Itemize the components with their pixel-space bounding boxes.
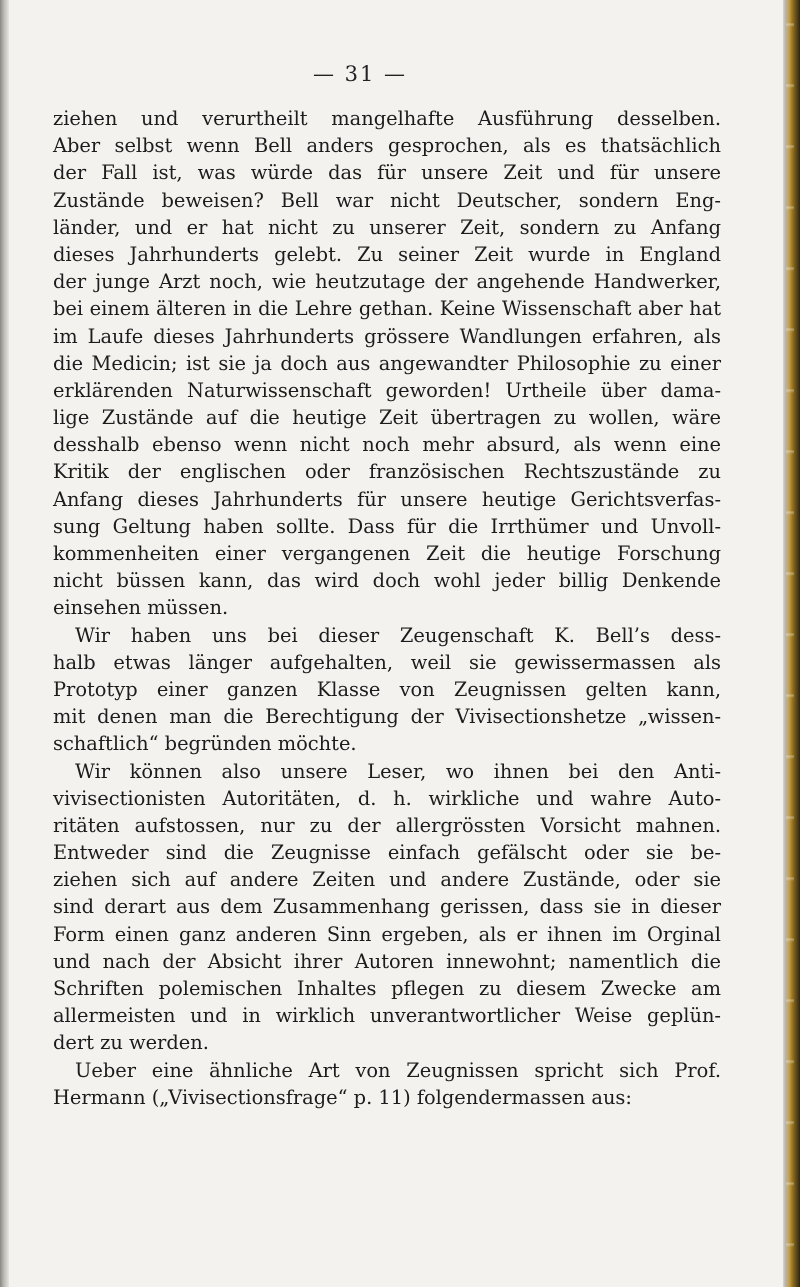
text-line: der junge Arzt noch, wie heutzutage der angehende Handwerker, <box>53 270 721 294</box>
text-line: Form einen ganz anderen Sinn ergeben, als er ihnen im Orginal <box>53 922 721 946</box>
text-line: nicht büssen kann, das wird doch wohl jeder billig Denkende <box>53 569 721 593</box>
text-line: Anfang dieses Jahrhunderts für unsere heutige Gerichtsverfas- <box>53 487 721 511</box>
paragraph <box>53 622 721 758</box>
text-line: Kritik der englischen oder französischen Rechtszustände zu <box>53 460 721 484</box>
text-line: sind derart aus dem Zusammenhang gerissen, dass sie in dieser <box>53 895 721 919</box>
text-line: erklärenden Naturwissenschaft geworden! Urtheile über dama- <box>53 378 721 402</box>
text-line: im Laufe dieses Jahrhunderts grössere Wandlungen erfahren, als <box>53 324 721 348</box>
text-line: ziehen sich auf andere Zeiten und andere Zustände, oder sie <box>53 868 721 892</box>
text-line: vivisectionisten Autoritäten, d. h. wirkliche und wahre Auto- <box>53 786 721 810</box>
text-line: dert zu werden. <box>53 1031 209 1055</box>
text-line: lige Zustände auf die heutige Zeit übertragen zu wollen, wäre <box>53 406 721 430</box>
page-left-edge <box>0 0 9 1287</box>
text-line: bei einem älteren in die Lehre gethan. Keine Wissenschaft aber hat <box>53 297 721 321</box>
paragraph <box>53 105 721 622</box>
binding-texture <box>786 0 794 1287</box>
text-line: ziehen und verurtheilt mangelhafte Ausführung desselben. <box>53 107 721 130</box>
text-line: Ueber eine ähnliche Art von Zeugnissen spricht sich Prof. <box>75 1058 721 1082</box>
text-line: Schriften polemischen Inhaltes pflegen zu diesem Zwecke am <box>53 977 721 1000</box>
text-line: der Fall ist, was würde das für unsere Zeit und für unsere <box>53 161 721 185</box>
text-line: Entweder sind die Zeugnisse einfach gefälscht oder sie be- <box>53 841 721 865</box>
text-line: Hermann („Vivisectionsfrage“ p. 11) folgendermassen aus: <box>53 1085 632 1109</box>
text-line: Zustände beweisen? Bell war nicht Deutscher, sondern Eng- <box>53 188 721 212</box>
text-line: kommenheiten einer vergangenen Zeit die heutige Forschung <box>53 542 721 565</box>
text-line: Prototyp einer ganzen Klasse von Zeugnissen gelten kann, <box>53 677 721 701</box>
text-line: schaftlich“ begründen möchte. <box>53 732 357 756</box>
text-line: länder, und er hat nicht zu unserer Zeit, sondern zu Anfang <box>53 215 721 239</box>
text-line: mit denen man die Berechtigung der Vivisectionshetze „wissen- <box>53 705 721 729</box>
text-line: Wir haben uns bei dieser Zeugenschaft K. Bell’s dess- <box>75 623 721 647</box>
text-line: ritäten aufstossen, nur zu der allergrössten Vorsicht mahnen. <box>53 813 721 837</box>
paragraph <box>53 758 721 1057</box>
text-line: desshalb ebenso wenn nicht noch mehr absurd, als wenn eine <box>53 433 721 457</box>
text-line: sung Geltung haben sollte. Dass für die Irrthümer und Unvoll- <box>53 514 721 538</box>
text-line: dieses Jahrhunderts gelebt. Zu seiner Zeit wurde in England <box>53 242 721 266</box>
paragraph <box>53 1057 721 1111</box>
text-line: allermeisten und in wirklich unverantwortlicher Weise geplün- <box>53 1004 721 1028</box>
text-line: Wir können also unsere Leser, wo ihnen bei den Anti- <box>75 759 721 783</box>
text-line: halb etwas länger aufgehalten, weil sie gewissermassen als <box>53 650 721 674</box>
text-line: Aber selbst wenn Bell anders gesprochen, als es thatsächlich <box>53 134 721 158</box>
page-number: — 31 — <box>312 62 408 86</box>
text-line: einsehen müssen. <box>53 596 229 620</box>
body-text <box>53 105 721 1111</box>
text-line: die Medicin; ist sie ja doch aus angewandter Philosophie zu einer <box>53 351 721 375</box>
text-line: und nach der Absicht ihrer Autoren innewohnt; namentlich die <box>53 949 721 973</box>
